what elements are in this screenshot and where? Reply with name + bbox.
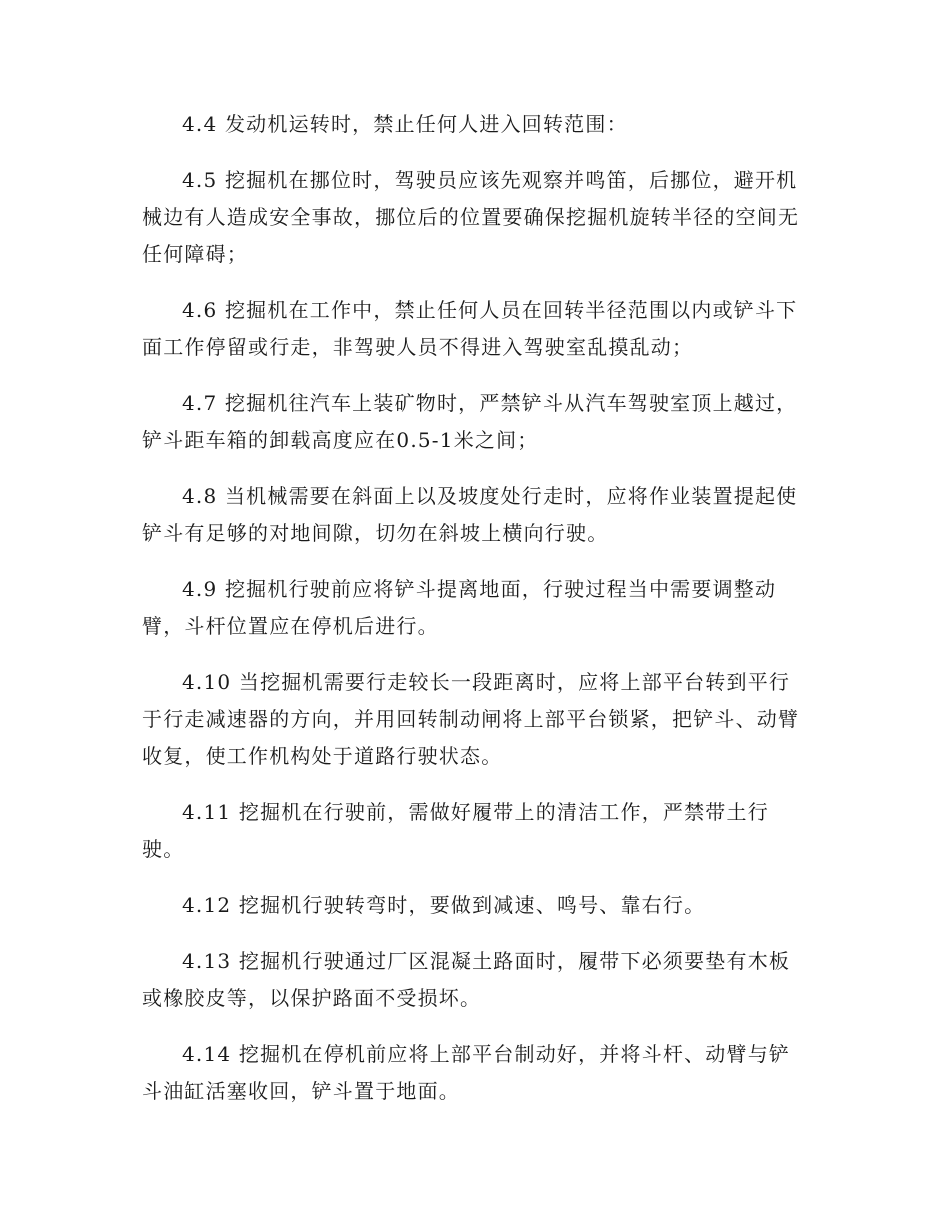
paragraph-4-13: 4.13 挖掘机行驶通过厂区混凝土路面时，履带下必须要垫有木板或橡胶皮等，以保护路面不受损坏。: [142, 949, 791, 1010]
paragraph-4-4: 4.4 发动机运转时，禁止任何人进入回转范围：: [182, 112, 628, 136]
paragraph-4-12: 4.12 挖掘机行驶转弯时，要做到减速、鸣号、靠右行。: [182, 893, 706, 917]
document-body: [142, 106, 810, 1129]
paragraph-4-10: 4.10 当挖掘机需要行走较长一段距离时，应将上部平台转到平行于行走减速器的方向，并用回转制动闸将上部平台锁紧，把铲斗、动臂收复，使工作机构处于道路行驶状态。: [142, 670, 800, 768]
paragraph-4-11: 4.11 挖掘机在行驶前，需做好履带上的清洁工作，严禁带土行驶。: [142, 800, 769, 861]
paragraph-4-8: 4.8 当机械需要在斜面上以及坡度处行走时，应将作业装置提起使铲斗有足够的对地间隙，切勿在斜坡上横向行驶。: [142, 484, 798, 545]
paragraph-4-9: 4.9 挖掘机行驶前应将铲斗提离地面，行驶过程当中需要调整动臂，斗杆位置应在停机后进行。: [142, 577, 777, 638]
paragraph-4-7: 4.7 挖掘机往汽车上装矿物时，严禁铲斗从汽车驾驶室顶上越过，铲斗距车箱的卸载高度应在0.5-1米之间；: [142, 391, 798, 452]
paragraph-4-5: 4.5 挖掘机在挪位时，驾驶员应该先观察并鸣笛，后挪位，避开机械边有人造成安全事故，挪位后的位置要确保挖掘机旋转半径的空间无任何障碍；: [142, 168, 800, 266]
paragraph-4-14: 4.14 挖掘机在停机前应将上部平台制动好，并将斗杆、动臂与铲斗油缸活塞收回，铲斗置于地面。: [142, 1042, 791, 1103]
paragraph-4-6: 4.6 挖掘机在工作中，禁止任何人员在回转半径范围以内或铲斗下面工作停留或行走，非驾驶人员不得进入驾驶室乱摸乱动；: [142, 298, 798, 359]
